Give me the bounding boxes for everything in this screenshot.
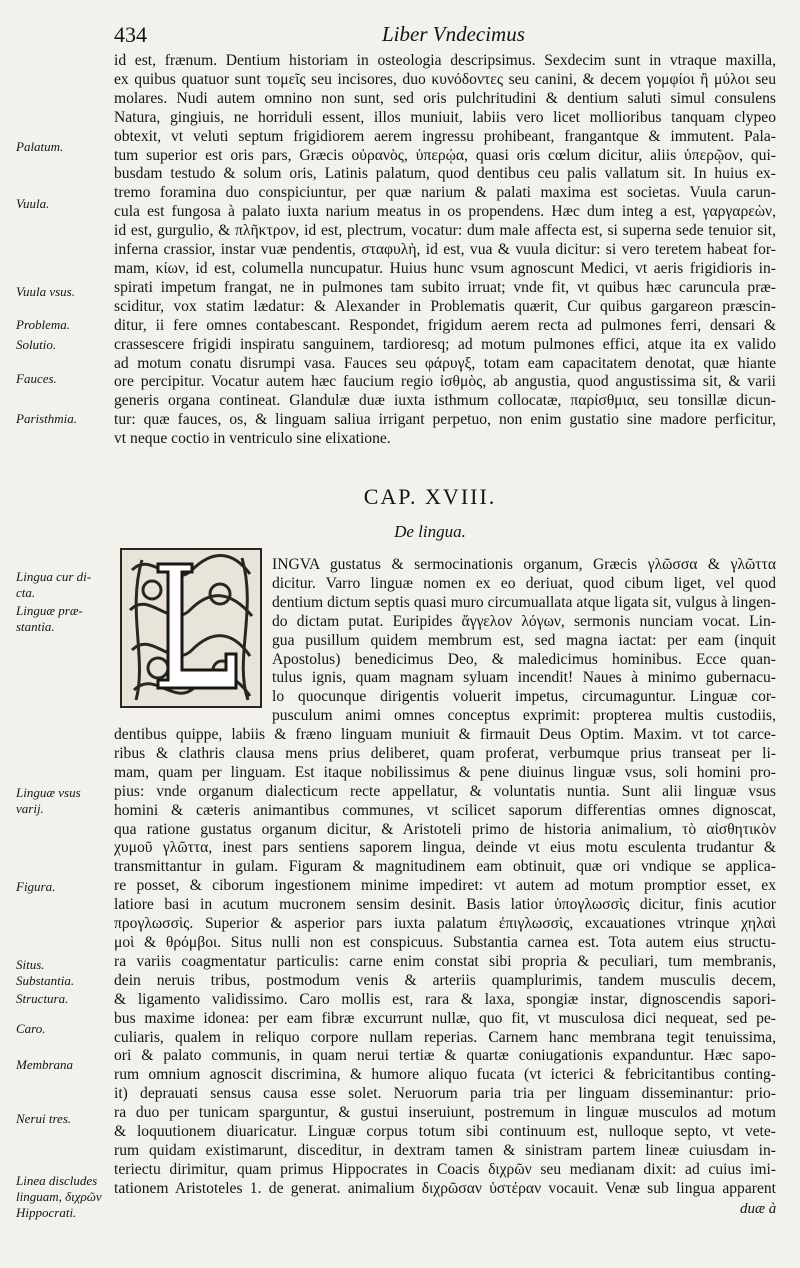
paragraph-lingua-body (114, 726, 776, 1199)
text-line: ra duo per tunicam sparguntur, & gustui inseruiunt, postremum in linguæ musculos ad motum (114, 1104, 776, 1122)
text-line: obtexit, vt veluti septum frigidiorem aerem ingressu prohibeant, frangantque & immutent. Pala- (114, 127, 776, 145)
text-line: προγλωσσὶς. Superior & asperior pars iuxta palatum ἐπιγλωσσὶς, excauationes vtrinque χηλαὶ (114, 915, 776, 933)
marginal-note: Fauces. (16, 371, 57, 386)
text-line: Natura, gingiuis, ne horriduli essent, illos muniuit, labiis vero licet mollioribus tanquam clypeo (114, 108, 776, 126)
text-line: cula est fungosa à palato iuxta narium meatus in os propendens. Hæc dum integ a est, γαργαρεὼν, (114, 203, 776, 221)
chapter-subtitle: De lingua. (394, 522, 466, 541)
text-line: mam, κίων, id est, columella nuncupatur. Huius hunc vsum agnoscunt Medici, vt aeris frigidioris in- (114, 259, 776, 277)
text-line: tremo foramina duo conspiciuntur, per quæ narium & palati maxima est societas. Vuula carun- (114, 184, 776, 202)
text-line: molares. Nudi autem omnino non sunt, sed oris pulchritudini & dentium saluti simul consulens (114, 89, 776, 107)
text-line: homini & cæteris animantibus communes, vt scilicet saporum differentias omnes dignoscat, (114, 801, 776, 819)
text-line: do dictam putat. Euripides ἄγγελον λόγων, sermonis nunciam vocat. Lin- (272, 612, 776, 630)
page-number: 434 (114, 22, 147, 47)
text-line: generis organa contineat. Glandulæ duæ iuxta isthmum collocatæ, παρίσθμια, seu tonsillæ dicun- (114, 392, 776, 410)
paragraph-lingua-intro (272, 556, 776, 726)
text-line: dentium dictum septis quasi muro circumuallata atque ligata sit, vulgus à lingen- (272, 593, 776, 611)
text-line: pusculum animi omnes conceptus exprimit: propterea multis custodiis, (272, 707, 776, 725)
text-line: latiore basi in acutum mucronem sensim desinit. Basis latior ὑπογλωσσὶς dicitur, finis acutior (114, 896, 776, 914)
text-line: inferna crassior, instar vuæ pendentis, σταφυλὴ, id est, vua & vuula dicitur: si vero teretem habeat for- (114, 241, 776, 259)
marginal-note: Linea discludes (16, 1173, 98, 1188)
marginal-note: Paristhmia. (16, 411, 78, 426)
marginal-note: stantia. (16, 619, 55, 634)
text-line: ditur, ii fere omnes contabescant. Respondet, frigidum aerem recta ad pulmones ferri, densari & (114, 316, 776, 334)
text-line: lo quocunque dirigentis voluerit impetus, circumaguntur. Linguæ cor- (272, 688, 776, 706)
chapter-heading: CAP. XVIII. (363, 484, 497, 509)
text-line: μοὶ & θρόμβοι. Situs nulli non est conspicuus. Substantia carnea est. Tota autem eius structu- (114, 933, 776, 951)
marginal-note: Linguæ vsus (16, 785, 81, 800)
text-line: ex quibus quatuor sunt τομεῖς seu incisores, duo κυνόδοντες seu canini, & decem γομφίοι ἢ μύλοι seu (114, 70, 776, 88)
text-line: it) deprauati sensus causa esse solet. Neruorum paria tria per linguam disseminantur: prio- (114, 1085, 776, 1103)
text-line: re posset, & ciborum ingestionem minime impediret: vt autem ad motum promptior esset, ex (114, 877, 776, 895)
text-line: dentibus quippe, labiis & fræno linguam muniuit & firmauit Deus Optim. Maxim. vt tot carce- (114, 726, 776, 743)
marginal-note: linguam, διχρῶν (16, 1189, 102, 1204)
text-line: ra variis coagmentatur particulis: carne enim constat sibi propria & peculiari, tum membranis, (114, 952, 776, 970)
decorated-initial-letter (120, 548, 262, 708)
marginal-note: Vuula vsus. (16, 284, 75, 299)
paragraph-palate-uvula (114, 52, 776, 449)
marginal-note: Palatum. (16, 139, 64, 154)
catchword: duæ à (740, 1201, 777, 1217)
marginal-note: Vuula. (16, 196, 50, 211)
marginal-note: Lingua cur di- (16, 569, 92, 584)
text-line: spirati impetum frangat, ne in pulmones tam subito irruat; vnde fit, vt quibus hæc caruncula præ- (114, 278, 776, 296)
text-line: χυμοῦ γλῶττα, inest pars sentiens saporem lingua, deinde vt eius motu esculenta trudantur & (114, 839, 776, 857)
text-line: id est, frænum. Dentium historiam in osteologia descripsimus. Sexdecim sunt in vtraque maxilla, (114, 52, 776, 69)
text-line: busdam testudo & solum oris, Latinis palatum, quod dentibus ceu palis vallatum sit. In huius ex- (114, 165, 776, 183)
text-line: transmittantur in gulam. Figuram & magnitudinem eam obtinuit, quæ ori vndique se applica- (114, 858, 776, 876)
text-line: rum quidam existimarunt, disceditur, in dextram tamen & sinistram partem lineæ cuiusdam in- (114, 1141, 776, 1159)
text-line: dicitur. Varro linguæ nomen ex eo deriuat, quod cibum liget, vel quod (272, 574, 776, 592)
text-line: qua ratione gustatus organum dicitur, & Aristoteli primo de historia animalium, τὸ αἰσθητικὸν (114, 820, 776, 838)
text-line: pius: vnde organum dialecticum recte appellatur, & voluntatis nuntia. Sunt alii linguæ vsus (114, 782, 776, 800)
text-line: ore percipitur. Vocatur autem hæc faucium regio ἰσθμὸς, ab angustia, quod angustissima sit, & varii (114, 373, 776, 391)
text-line: vt neque coctio in ventriculo sine elixatione. (114, 430, 391, 448)
text-line: & loquutionem diuaricatur. Linguæ corpus totum sibi continuum est, nulloque septo, vt vete- (114, 1123, 776, 1141)
text-line: Apostolus) benedicimus Deo, & maledicimus hominibus. Ecce quan- (272, 650, 776, 668)
marginal-note: Situs. (16, 957, 45, 972)
text-line: tulus ignis, quam magnam syluam incendit! Naues à minimo gubernacu- (272, 669, 776, 687)
text-line: bus maxime idonea: per eam fibræ excurrunt nullæ, quo fit, vt musculosa dici nequeat, sed pe- (114, 1009, 776, 1027)
marginal-note: Figura. (16, 879, 56, 894)
running-head: Liber Vndecimus (382, 22, 525, 46)
marginal-note: Solutio. (16, 337, 57, 352)
marginal-note: Problema. (16, 317, 71, 332)
text-line: teriectu dirimitur, quam primus Hippocrates in Coacis διχρῶν seu medianam dixit: ad cuius imi- (114, 1160, 776, 1178)
marginal-note: Structura. (16, 991, 69, 1006)
text-line: rum omnium agnoscit discrimina, & humore aliquo fucata (vt icterici & febricitantibus conting- (114, 1066, 776, 1084)
text-line: crassescere frigidi inspiratu sanguinem, tardioresq; ad motum pulmones effici, atque ita ex valido (114, 335, 776, 353)
marginal-note: varij. (16, 801, 44, 816)
text-line: sciditur, vox statim lædatur: & Alexander in Problematis quærit, Cur quibus gargareon præscin- (114, 297, 776, 315)
text-line: ad motum conatu disrumpi vasa. Fauces seu φάρυγξ, totam eam capacitatem denotat, quæ hiante (114, 354, 776, 372)
text-line: culiaris, qualem in reliquo corpore nullam reperias. Carnem hanc membrana tegit tenuissima, (114, 1028, 776, 1046)
marginal-note: Hippocrati. (16, 1205, 77, 1220)
text-line: tationem Aristoteles 1. de generat. animalium διχρῶσαν ὑστέραν vocauit. Venæ sub lingua apparent (114, 1179, 776, 1197)
text-line: INGVA gustatus & sermocinationis organum, Græcis γλῶσσα & γλῶττα (272, 556, 776, 573)
marginal-note: Membrana (16, 1057, 74, 1072)
marginal-note: Linguæ præ- (16, 603, 83, 618)
text-line: id est, gurgulio, & πλῆκτρον, id est, plectrum, vocatur: dum male affecta est, si superna sede tenuior sit, (114, 222, 776, 240)
marginal-note: Nerui tres. (16, 1111, 72, 1126)
text-line: tum superior est oris pars, Græcis οὐρανὸς, ὑπερῴα, quasi oris cœlum dicitur, aliis ὑπερῷον, qui- (114, 146, 776, 164)
text-line: ribus & clathris clausa mens prius deliberet, quam proferat, verbumque prius transeat per li- (114, 744, 776, 762)
text-line: gua pusillum quidem membrum est, sed magna iactat: per eam (inquit (272, 631, 776, 649)
text-line: mam, quam per linguam. Est itaque nobilissimus & pene diuinus linguæ vsus, soli homini pro- (114, 763, 776, 781)
text-line: dein neruis tribus, postmodum venis & arteriis quamplurimis, tandem musculis decem, (114, 971, 776, 989)
marginal-note: Substantia. (16, 973, 75, 988)
text-line: tur: quæ fauces, os, & linguam saliua irrigant perpetuo, non enim gustatio sine madore perficitur, (114, 411, 776, 429)
marginal-note: cta. (16, 585, 36, 600)
text-line: ori & palato communis, in quam nerui tertiæ & quartæ coniugationis expanduntur. Hæc sapo- (114, 1047, 776, 1065)
text-line: & ligamento validissimo. Caro mollis est, rara & laxa, spongiæ instar, dignoscendis sapori- (114, 990, 776, 1008)
marginal-note: Caro. (16, 1021, 46, 1036)
ornament-icon (122, 550, 260, 706)
